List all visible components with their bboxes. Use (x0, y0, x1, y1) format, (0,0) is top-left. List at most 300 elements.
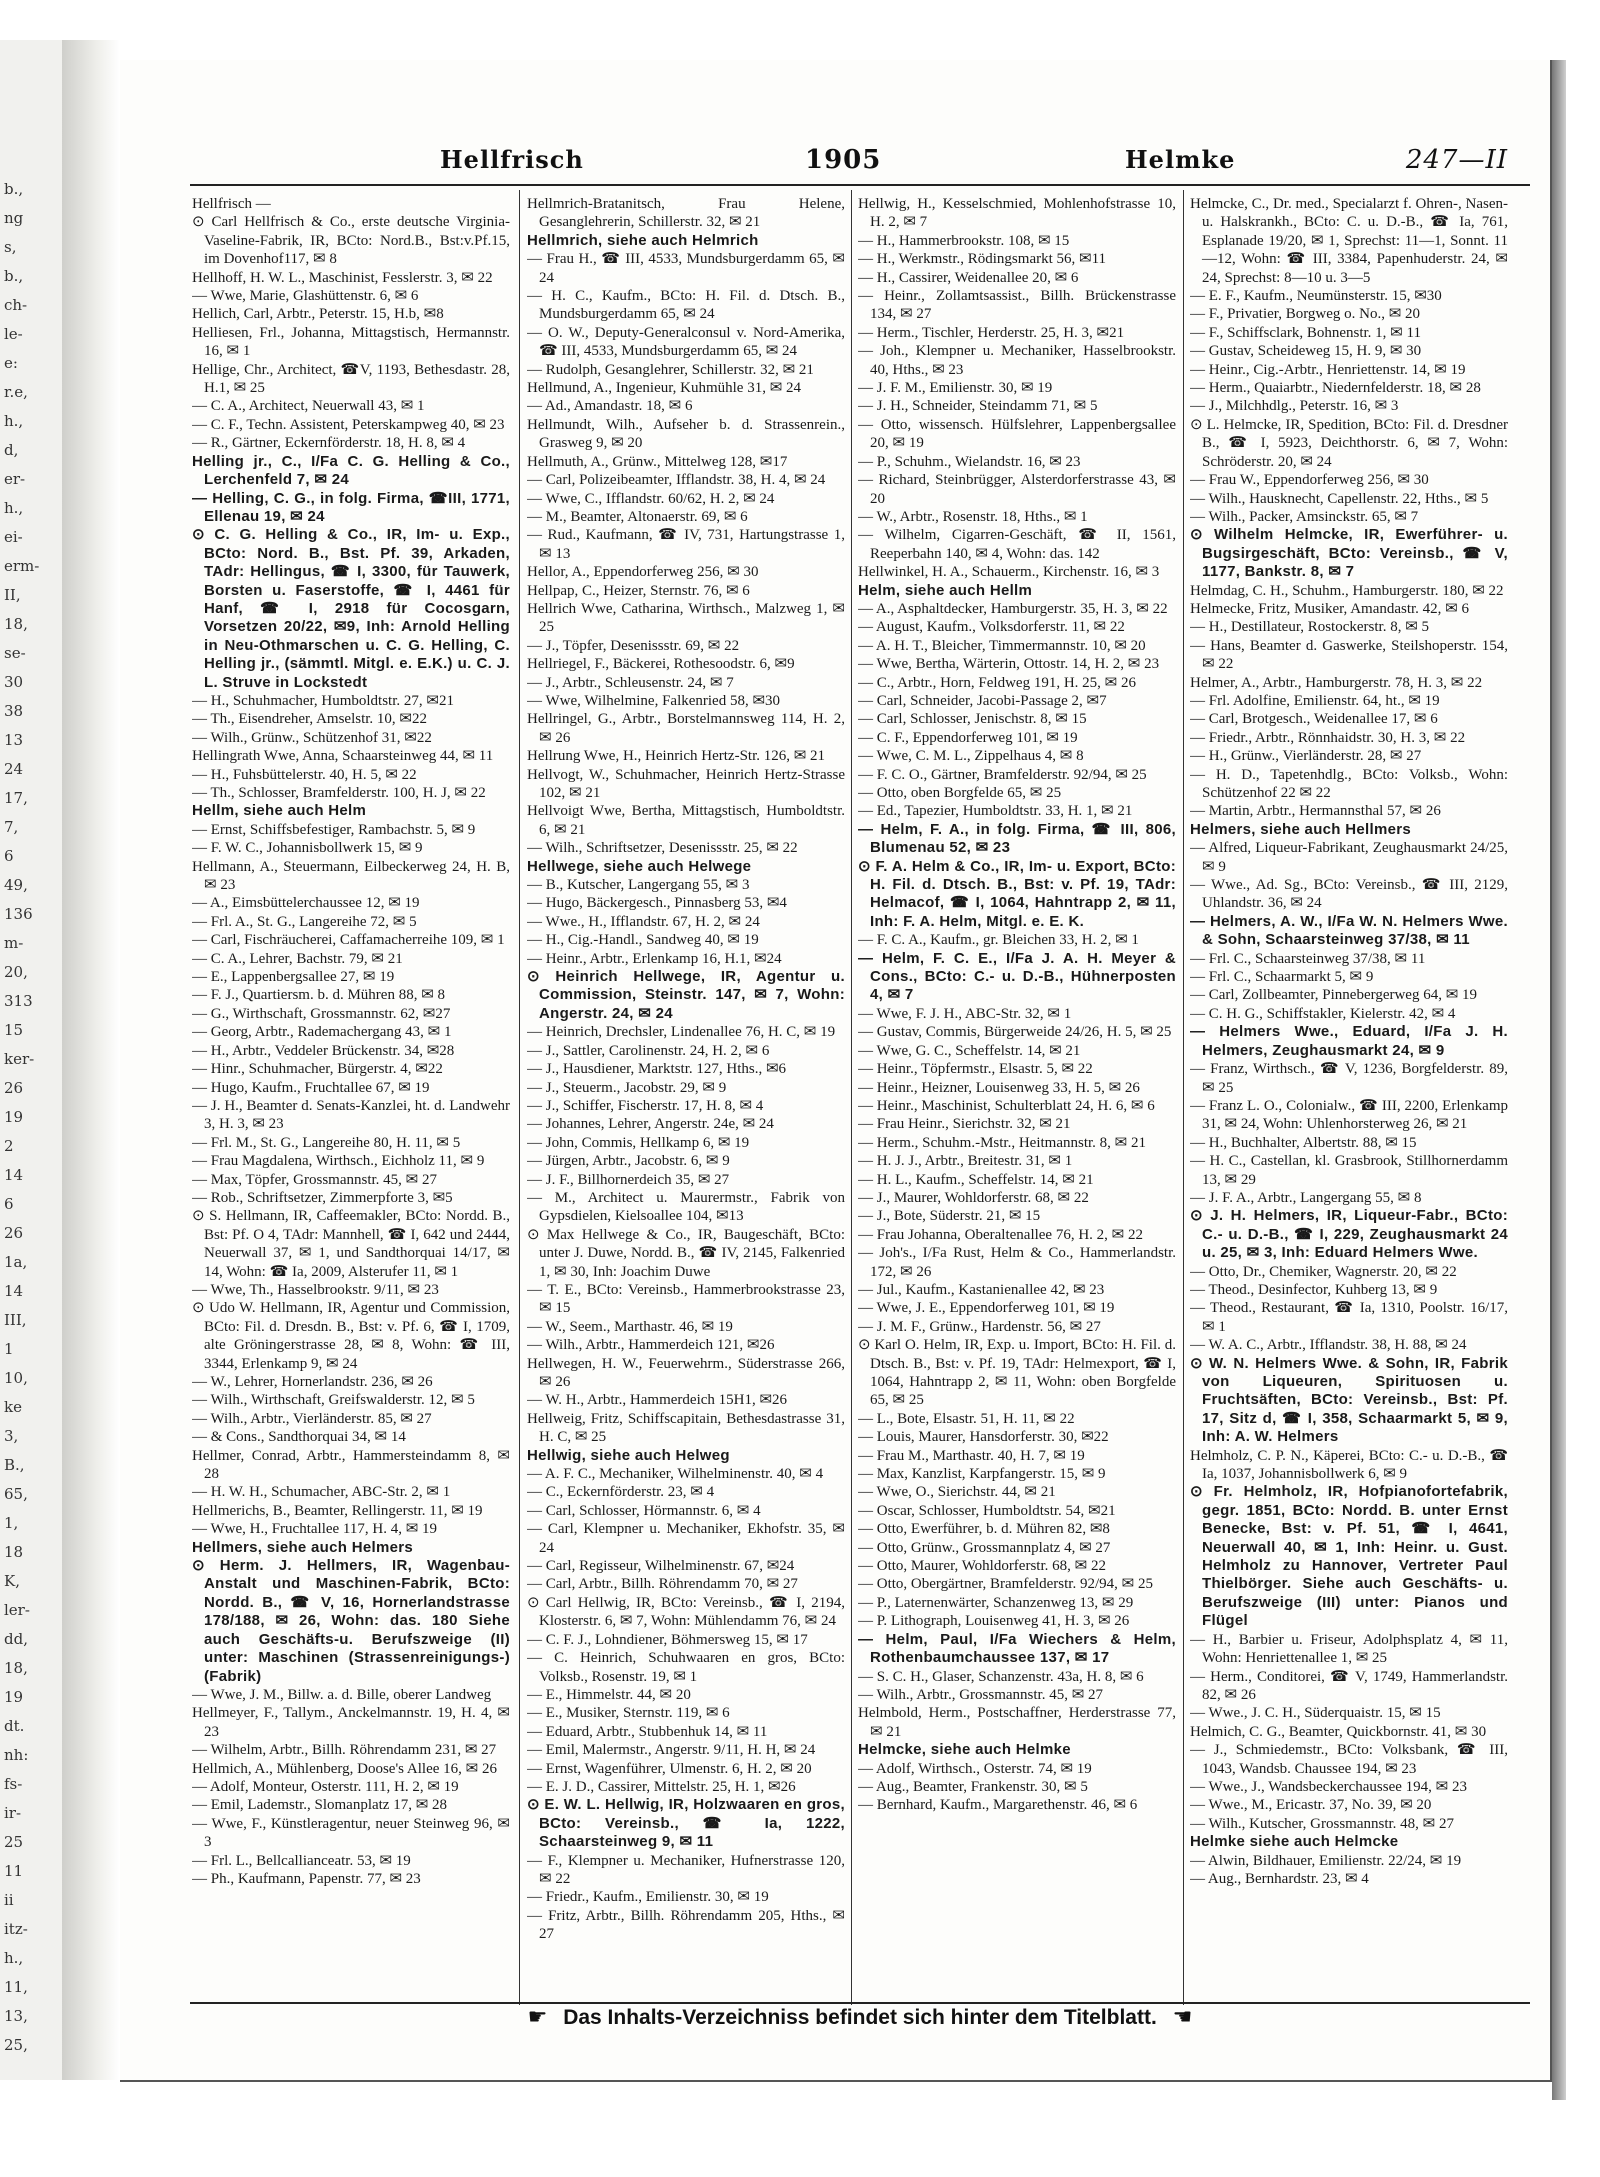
directory-entry: — Wwe, Marie, Glashüttenstr. 6, ✉ 6 (192, 288, 419, 305)
left-page-edge (0, 40, 65, 2080)
directory-entry: ⊙ Max Hellwege & Co., IR, Baugeschäft, BCto: unter J. Duwe, Nordd. B., ☎ IV, 2145, Falkenried 1, ✉ 30, Inh: Joachim Duwe (527, 1226, 845, 1280)
directory-entry: — Helm, F. C. E., I/Fa J. A. H. Meyer & Cons., BCto: C.- u. D.-B., Hühnerposten 4, ✉ 7 (858, 949, 1176, 1004)
directory-entry: — Carl, Schlosser, Hörmannstr. 6, ✉ 4 (527, 1502, 761, 1519)
directory-entry: — H. D., Tapetenhdlg., BCto: Volksb., Wohn: Schützenhof 22 ✉ 22 (1190, 766, 1508, 801)
facing-page-fragment: ir- (4, 1804, 22, 1822)
directory-entry: — Gustav, Scheideweg 15, H. 9, ✉ 30 (1190, 343, 1422, 360)
facing-page-fragment: 25 (4, 1833, 24, 1851)
directory-entry: — Wwe., M., Ericastr. 37, No. 39, ✉ 20 (1190, 1797, 1432, 1814)
directory-entry: — Carl, Schlosser, Jenischstr. 8, ✉ 15 (858, 711, 1087, 728)
facing-page-fragment: 313 (4, 992, 33, 1010)
directory-entry: — R., Gärtner, Eckernförderstr. 18, H. 8, ✉ 4 (192, 435, 466, 452)
facing-page-fragment: 10, (4, 1369, 28, 1387)
directory-entry: — Friedr., Kaufm., Emilienstr. 30, ✉ 19 (527, 1889, 769, 1906)
facing-page-fragment: h., (4, 412, 24, 430)
directory-entry: — Wilh., Arbtr., Grossmannstr. 45, ✉ 27 (858, 1686, 1104, 1703)
directory-entry: — Wilhelm, Cigarren-Geschäft, ☎ II, 1561, Reeperbahn 140, ✉ 4, Wohn: das. 142 (858, 527, 1176, 562)
directory-entry: — J. F. M., Emilienstr. 30, ✉ 19 (858, 380, 1053, 397)
directory-entry: — Wilh., Arbtr., Vierländerstr. 85, ✉ 27 (192, 1410, 432, 1427)
directory-entry: Hellpap, C., Heizer, Sternstr. 76, ✉ 6 (527, 582, 750, 599)
column-3 (858, 195, 1176, 1995)
directory-entry: — Heinr., Heizner, Louisenweg 33, H. 5, ✉ 26 (858, 1079, 1140, 1096)
facing-page-fragment: 13 (4, 731, 24, 749)
facing-page-fragment: h., (4, 499, 24, 517)
directory-entry: Helmcke, C., Dr. med., Specialarzt f. Ohren-, Nasen- u. Halskrankh., BCto: C. u. D.-B., ☎ Ia, 761, Esplanade 19/20, ✉ 1, Sprechst: 11—1, Sonnt. 11—12, Wohn: ☎ III, 3384, Papenhuderstr. 24, ✉ 24, Sprechst: 8—10 u. 3—5 (1190, 196, 1508, 286)
directory-entry: — Carl, Brotgesch., Weidenallee 17, ✉ 6 (1190, 711, 1438, 728)
directory-entry: — Helmers, A. W., I/Fa W. N. Helmers Wwe. & Sohn, Schaarsteinweg 37/38, ✉ 11 (1190, 912, 1508, 949)
column-divider (851, 190, 852, 2005)
directory-entry: — Helmers Wwe., Eduard, I/Fa J. H. Helmers, Zeughausmarkt 24, ✉ 9 (1190, 1023, 1508, 1059)
facing-page-fragment: ch- (4, 296, 28, 314)
directory-entry: Hellwege, siehe auch Helwege (527, 857, 752, 875)
directory-entry: — Helling, C. G., in folg. Firma, ☎III, 1771, Ellenau 19, ✉ 24 (192, 489, 510, 525)
directory-entry: — F. W. C., Johannisbollwerk 15, ✉ 9 (192, 840, 423, 857)
directory-entry: — Bernhard, Kaufm., Margarethenstr. 46, ✉ 6 (858, 1797, 1138, 1814)
directory-entry: — Alfred, Liqueur-Fabrikant, Zeughausmarkt 24/25, ✉ 9 (1190, 840, 1508, 875)
directory-entry: — Hans, Beamter d. Gaswerke, Steilshoperstr. 154, ✉ 22 (1190, 637, 1508, 673)
facing-page-fragment: fs- (4, 1775, 23, 1793)
directory-entry: — Herm., Schuhm.-Mstr., Heitmannstr. 8, ✉ 21 (858, 1134, 1146, 1151)
directory-entry: — Emil, Malermstr., Angerstr. 9/11, H. H, ✉ 24 (527, 1742, 816, 1759)
facing-page-fragment: 2 (4, 1137, 14, 1155)
facing-page-fragment: 11 (4, 1862, 24, 1880)
directory-entry: — Heinr., Zollamtsassist., Billh. Brückenstrasse 134, ✉ 27 (858, 288, 1176, 323)
directory-entry: — Wilh., Grünw., Schützenhof 31, ✉22 (192, 729, 432, 746)
directory-entry: — A., Asphaltdecker, Hamburgerstr. 35, H. 3, ✉ 22 (858, 600, 1168, 617)
facing-page-fragment: 24 (4, 760, 24, 778)
directory-entry: — Emil, Lademstr., Slomanplatz 17, ✉ 28 (192, 1797, 448, 1814)
facing-page-fragment: 38 (4, 702, 24, 720)
directory-entry: — Wwe., J. C. H., Süderquaistr. 15, ✉ 15 (1190, 1705, 1441, 1722)
directory-entry: — Jürgen, Arbtr., Jacobstr. 6, ✉ 9 (527, 1153, 730, 1170)
facing-page-fragment: 17, (4, 789, 28, 807)
directory-entry: Helling jr., C., I/Fa C. G. Helling & Co., Lerchenfeld 7, ✉ 24 (192, 452, 510, 489)
directory-entry: — Wwe, H., Fruchtallee 117, H. 4, ✉ 19 (192, 1521, 438, 1538)
directory-entry: — Hugo, Bäckergesch., Pinnasberg 53, ✉4 (527, 895, 787, 912)
facing-page-fragment: 6 (4, 1195, 14, 1213)
directory-entry: — H., Buchhalter, Albertstr. 88, ✉ 15 (1190, 1134, 1417, 1151)
directory-entry: — H., Fuhsbüttelerstr. 40, H. 5, ✉ 22 (192, 766, 417, 783)
directory-entry: — Rud., Kaufmann, ☎ IV, 731, Hartungstrasse 1, ✉ 13 (527, 527, 845, 562)
header-first-entry: Hellfrisch (440, 145, 584, 174)
footer-text: Das Inhalts-Verzeichniss befindet sich hinter dem Titelblatt. (563, 2006, 1157, 2029)
directory-entry: — J., Töpfer, Desenissstr. 69, ✉ 22 (527, 637, 740, 654)
directory-entry: — W. A. C., Arbtr., Ifflandstr. 38, H. 88, ✉ 24 (1190, 1337, 1467, 1354)
directory-entry: — Wwe, C., Ifflandstr. 60/62, H. 2, ✉ 24 (527, 490, 775, 507)
header-last-entry: Helmke (1125, 145, 1236, 174)
directory-entry: — Franz, Wirthsch., ☎ V, 1236, Borgfelderstr. 89, ✉ 25 (1190, 1061, 1508, 1096)
directory-entry: — Franz L. O., Colonialw., ☎ III, 2200, Erlenkamp 31, ✉ 24, Wohn: Uhlenhorsterweg 26, ✉ 21 (1190, 1097, 1508, 1133)
facing-page-fragment: B., (4, 1456, 25, 1474)
column-2 (527, 195, 845, 1995)
facing-page-fragment: 65, (4, 1485, 28, 1503)
directory-entry: — H. J. J., Arbtr., Breitestr. 31, ✉ 1 (858, 1153, 1073, 1170)
directory-entry: — Aug., Beamter, Frankenstr. 30, ✉ 5 (858, 1778, 1088, 1795)
directory-entry: — Gustav, Commis, Bürgerweide 24/26, H. 5, ✉ 25 (858, 1024, 1172, 1041)
column-4 (1190, 195, 1508, 1995)
pointing-hand-right-icon: ☛ (527, 2005, 548, 2030)
directory-entry: — W., Arbtr., Rosenstr. 18, Hths., ✉ 1 (858, 508, 1088, 525)
facing-page-fragment: ng (4, 209, 24, 227)
directory-entry: ⊙ F. A. Helm & Co., IR, Im- u. Export, BCto: H. Fil. d. Dtsch. B., Bst: v. Pf. 19, TAdr: Helmacof, ☎ I, 1064, Hahntrapp 2, ✉ 11, Inh: F. A. Helm, Mitgl. e. E. K. (858, 857, 1176, 930)
directory-entry: ⊙ E. W. L. Hellwig, IR, Holzwaaren en gros, BCto: Vereinsb., ☎ Ia, 1222, Schaarsteinweg 9, ✉ 11 (527, 1796, 845, 1851)
directory-entry: — Frau Magdalena, Wirthsch., Eichholz 11, ✉ 9 (192, 1153, 485, 1170)
directory-entry: — S. C. H., Glaser, Schanzenstr. 43a, H. 8, ✉ 6 (858, 1668, 1144, 1685)
directory-entry: Helm, siehe auch Hellm (858, 581, 1033, 599)
directory-entry: — Wilhelm, Arbtr., Billh. Röhrendamm 231, ✉ 27 (192, 1742, 497, 1759)
facing-page-fragment: K, (4, 1572, 20, 1590)
directory-entry: — W., Seem., Marthastr. 46, ✉ 19 (527, 1318, 733, 1335)
facing-page-fragment: r.e, (4, 383, 28, 401)
facing-page-fragment: d, (4, 441, 19, 459)
header-rule (190, 184, 1530, 186)
directory-entry: — H. L., Kaufm., Scheffelstr. 14, ✉ 21 (858, 1171, 1094, 1188)
directory-entry: — W. H., Arbtr., Hammerdeich 15H1, ✉26 (527, 1392, 788, 1409)
directory-entry: — Frl. A., St. G., Langereihe 72, ✉ 5 (192, 913, 417, 930)
facing-page-fragment: se- (4, 644, 26, 662)
directory-entry: — Theod., Desinfector, Kuhberg 13, ✉ 9 (1190, 1281, 1438, 1298)
directory-entry: — Heinr., Arbtr., Erlenkamp 16, H.1, ✉24 (527, 950, 782, 967)
directory-entry: — Wilh., Schriftsetzer, Desenissstr. 25, ✉ 22 (527, 840, 798, 857)
directory-entry: Hellmund, A., Ingenieur, Kuhmühle 31, ✉ 24 (527, 380, 802, 397)
directory-entry: — Frl. C., Schaarsteinweg 37/38, ✉ 11 (1190, 950, 1426, 967)
facing-page-fragment: II, (4, 586, 21, 604)
directory-entry: — H. W. H., Schumacher, ABC-Str. 2, ✉ 1 (192, 1484, 451, 1501)
facing-page-fragment: 26 (4, 1079, 24, 1097)
directory-entry: — Otto, wissensch. Hülfslehrer, Lappenbergsallee 20, ✉ 19 (858, 416, 1176, 452)
directory-entry: Helmecke, Fritz, Musiker, Amandastr. 42, ✉ 6 (1190, 600, 1470, 617)
directory-entry: — Heinr., Töpfermstr., Elsastr. 5, ✉ 22 (858, 1061, 1093, 1078)
facing-page-fragment: erm- (4, 557, 40, 575)
directory-entry: — P., Laternenwärter, Schanzenweg 13, ✉ 29 (858, 1594, 1134, 1611)
directory-entry: Hellwig, siehe auch Helweg (527, 1446, 730, 1464)
directory-entry: — P. Lithograph, Louisenweg 41, H. 3, ✉ 26 (858, 1613, 1130, 1630)
directory-entry: Hellhoff, H. W. L., Maschinist, Fesslerstr. 3, ✉ 22 (192, 269, 493, 286)
directory-entry: Hellm, siehe auch Helm (192, 802, 367, 820)
directory-entry: — A. F. C., Mechaniker, Wilhelminenstr. 40, ✉ 4 (527, 1466, 824, 1483)
directory-entry: ⊙ W. N. Helmers Wwe. & Sohn, IR, Fabrik von Liqueuren, Spirituosen u. Fruchtsäften, BCto: Vereinsb., Bst: Pf. 17, Sitz d, ☎ I, 358, Schaarmarkt 5, ✉ 9, Inh: A. W. Helmers (1190, 1354, 1508, 1446)
directory-entry: — Heinr., Cig.-Arbtr., Henriettenstr. 14, ✉ 19 (1190, 361, 1466, 378)
directory-entry: — Johannes, Lehrer, Angerstr. 24e, ✉ 24 (527, 1116, 774, 1133)
directory-entry: Helmers, siehe auch Hellmers (1190, 820, 1412, 838)
directory-entry: — Frau M., Marthastr. 40, H. 7, ✉ 19 (858, 1447, 1085, 1464)
directory-entry: — Wilh., Hausknecht, Capellenstr. 22, Hths., ✉ 5 (1190, 490, 1489, 507)
directory-entry: — Otto, Grünw., Grossmannplatz 4, ✉ 27 (858, 1539, 1111, 1556)
facing-page-fragment: m- (4, 934, 24, 952)
directory-entry: — Frau H., ☎ III, 4533, Mundsburgerdamm 65, ✉ 24 (527, 251, 845, 286)
directory-entry: Helmcke, siehe auch Helmke (858, 1741, 1071, 1759)
directory-entry: — Frau Heinr., Sierichstr. 32, ✉ 21 (858, 1116, 1071, 1133)
facing-page-fragment: ke (4, 1398, 22, 1416)
pointing-hand-left-icon: ☚ (1172, 2005, 1193, 2030)
column-divider (1183, 190, 1184, 2005)
directory-entry: — E. F., Kaufm., Neumünsterstr. 15, ✉30 (1190, 288, 1442, 305)
directory-entry: — Wwe, F., Künstleragentur, neuer Steinweg 96, ✉ 3 (192, 1815, 510, 1851)
directory-entry: — E., Musiker, Sternstr. 119, ✉ 6 (527, 1705, 730, 1722)
column-1 (192, 195, 510, 1995)
facing-page-fragment: e: (4, 354, 18, 372)
directory-entry: — Th., Eisendreher, Amselstr. 10, ✉22 (192, 711, 427, 728)
facing-page-fragment: 26 (4, 1224, 24, 1242)
directory-entry: — J., Milchhdlg., Peterstr. 16, ✉ 3 (1190, 398, 1399, 415)
directory-entry: Helmbold, Herm., Postschaffner, Herderstrasse 77, ✉ 21 (858, 1705, 1176, 1740)
directory-entry: — F., Klempner u. Mechaniker, Hufnerstrasse 120, ✉ 22 (527, 1852, 845, 1887)
directory-entry: ⊙ Heinrich Hellwege, IR, Agentur u. Commission, Steinstr. 147, ✉ 7, Wohn: Angerstr. 24, ✉ 24 (527, 968, 845, 1022)
directory-entry: — C. F., Techn. Assistent, Peterskampweg 40, ✉ 23 (192, 416, 505, 433)
directory-entry: — Carl, Arbtr., Billh. Röhrendamm 70, ✉ 27 (527, 1576, 798, 1593)
directory-entry: — Wwe, Th., Hasselbrookstr. 9/11, ✉ 23 (192, 1281, 439, 1298)
facing-page-fragment: 25, (4, 2036, 28, 2054)
directory-entry: — M., Beamter, Altonaerstr. 69, ✉ 6 (527, 508, 748, 525)
directory-entry: — H., Schuhmacher, Humboldtstr. 27, ✉21 (192, 692, 454, 709)
facing-page-fragment: b., (4, 267, 24, 285)
directory-entry: — Heinr., Maschinist, Schulterblatt 24, H. 6, ✉ 6 (858, 1097, 1155, 1114)
directory-entry: Hellor, A., Eppendorferweg 256, ✉ 30 (527, 564, 759, 581)
directory-entry: — Helm, F. A., in folg. Firma, ☎ III, 806, Blumenau 52, ✉ 23 (858, 820, 1176, 857)
directory-entry: Hellrich Wwe, Catharina, Wirthsch., Malzweg 1, ✉ 25 (527, 600, 845, 636)
directory-entry: — Jul., Kaufm., Kastanienallee 42, ✉ 23 (858, 1281, 1105, 1298)
directory-entry: Helliesen, Frl., Johanna, Mittagstisch, Hermannstr. 16, ✉ 1 (192, 324, 510, 360)
directory-entry: — & Cons., Sandthorquai 34, ✉ 14 (192, 1429, 406, 1446)
directory-entry: — C. A., Lehrer, Bachstr. 79, ✉ 21 (192, 950, 403, 967)
directory-entry: — Wwe, C. M. L., Zippelhaus 4, ✉ 8 (858, 748, 1084, 765)
directory-entry: — Otto, Obergärtner, Bramfelderstr. 92/94, ✉ 25 (858, 1576, 1153, 1593)
directory-entry: — Otto, oben Borgfelde 65, ✉ 25 (858, 785, 1062, 801)
directory-entry: — Wwe, Bertha, Wärterin, Ottostr. 14, H. 2, ✉ 23 (858, 656, 1160, 673)
directory-entry: — Wwe, J. E., Eppendorferweg 101, ✉ 19 (858, 1300, 1115, 1317)
facing-page-fragment: 6 (4, 847, 14, 865)
directory-entry: — Ernst, Wagenführer, Ulmenstr. 6, H. 2, ✉ 20 (527, 1760, 812, 1777)
directory-entry: ⊙ J. H. Helmers, IR, Liqueur-Fabr., BCto: C.- u. D.-B., ☎ I, 229, Zeughausmarkt 24 u. 25, ✉ 3, Inh: Eduard Helmers Wwe. (1190, 1207, 1508, 1262)
directory-entry: — J., Hausdiener, Marktstr. 127, Hths., ✉6 (527, 1061, 787, 1078)
directory-entry: Hellmer, Conrad, Arbtr., Hammersteindamm 8, ✉ 28 (192, 1447, 510, 1483)
page-number: 247—II (1405, 145, 1508, 175)
facing-page-fragment: nh: (4, 1746, 29, 1764)
directory-entry: Helmke siehe auch Helmcke (1190, 1833, 1399, 1851)
directory-entry: — Wwe, J. M., Billw. a. d. Bille, oberer Landweg (192, 1686, 492, 1703)
directory-entry: Hellmrich, siehe auch Helmrich (527, 231, 759, 249)
directory-entry: — H., Cig.-Handl., Sandweg 40, ✉ 19 (527, 932, 759, 949)
facing-page-fragment: 15 (4, 1021, 24, 1039)
directory-entry: Helmich, C. G., Beamter, Quickbornstr. 41, ✉ 30 (1190, 1723, 1487, 1740)
directory-entry: Hellmann, A., Steuermann, Eilbeckerweg 24, H. B, ✉ 23 (192, 858, 510, 894)
facing-page-fragment: ii (4, 1891, 14, 1909)
directory-entry: — Frl. C., Schaarmarkt 5, ✉ 9 (1190, 969, 1374, 986)
directory-entry: — C. F. J., Lohndiener, Böhmersweg 15, ✉ 17 (527, 1631, 808, 1648)
facing-page-fragment: ler- (4, 1601, 30, 1619)
facing-page-fragment: 19 (4, 1108, 24, 1126)
directory-entry: — H., Grünw., Vierländerstr. 28, ✉ 27 (1190, 748, 1422, 765)
directory-entry: — Adolf, Wirthsch., Osterstr. 74, ✉ 19 (858, 1760, 1092, 1777)
directory-entry: — Joh's., I/Fa Rust, Helm & Co., Hammerlandstr. 172, ✉ 26 (858, 1245, 1176, 1280)
running-header (190, 145, 1530, 185)
facing-page-fragment: 14 (4, 1166, 24, 1184)
header-year: 1905 (805, 145, 882, 175)
directory-entry: — J. H., Schneider, Steindamm 71, ✉ 5 (858, 398, 1098, 415)
directory-entry: — C. H. G., Schiffstakler, Kielerstr. 42, ✉ 4 (1190, 1005, 1456, 1022)
directory-entry: — Oscar, Schlosser, Humboldtstr. 54, ✉21 (858, 1502, 1116, 1519)
directory-entry: Helmer, A., Arbtr., Hamburgerstr. 78, H. 3, ✉ 22 (1190, 674, 1483, 691)
directory-entry: — C., Eckernförderstr. 23, ✉ 4 (527, 1484, 715, 1501)
directory-entry: — Wilh., Wirthschaft, Greifswalderstr. 12, ✉ 5 (192, 1392, 475, 1409)
directory-entry: — Eduard, Arbtr., Stubbenhuk 14, ✉ 11 (527, 1723, 768, 1740)
directory-entry: — Ph., Kaufmann, Papenstr. 77, ✉ 23 (192, 1870, 421, 1887)
facing-page-fragment: 1 (4, 1340, 14, 1358)
directory-entry: ⊙ Herm. J. Hellmers, IR, Wagenbau-Anstalt und Maschinen-Fabrik, BCto: Nordd. B., ☎ V, 16, Hornerlandstrasse 178/188, ✉ 26, Wohn: das. 180 Siehe auch Geschäfts-u. Berufszweige (II) unter: Maschinen (Strassenreinigungs-) (Fabrik) (192, 1557, 510, 1685)
directory-entry: — P., Schuhm., Wielandstr. 16, ✉ 23 (858, 453, 1081, 470)
directory-entry: Hellmrich-Bratanitsch, Frau Helene, Gesanglehrerin, Schillerstr. 32, ✉ 21 (527, 196, 845, 231)
facing-page-fragment: 49, (4, 876, 28, 894)
directory-entry: — Rob., Schriftsetzer, Zimmerpforte 3, ✉5 (192, 1189, 453, 1206)
directory-entry: — Herm., Conditorei, ☎ V, 1749, Hammerlandstr. 82, ✉ 26 (1190, 1668, 1508, 1703)
directory-entry: — Carl, Fischräucherei, Caffamacherreihe 109, ✉ 1 (192, 932, 505, 949)
directory-entry: Hellingrath Wwe, Anna, Schaarsteinweg 44, ✉ 11 (192, 748, 494, 765)
directory-entry: Hellwinkel, H. A., Schauerm., Kirchenstr. 16, ✉ 3 (858, 564, 1160, 581)
facing-page-fragment: 1a, (4, 1253, 28, 1271)
directory-entry: ⊙ S. Hellmann, IR, Caffeemakler, BCto: Nordd. B., Bst: Pf. O 4, TAdr: Mannhell, ☎ I, 642 und 2444, Neuerwall 37, ✉ 1, und Sandthorquai 14/17, ✉ 14, Wohn: ☎ Ia, 2009, Alsterufer 11, ✉ 1 (192, 1208, 510, 1280)
directory-entry: — B., Kutscher, Langergang 55, ✉ 3 (527, 877, 750, 894)
directory-entry: — F. J., Quartiersm. b. d. Mühren 88, ✉ 8 (192, 987, 446, 1004)
directory-entry: — C., Arbtr., Horn, Feldweg 191, H. 25, ✉ 26 (858, 674, 1136, 691)
directory-entry: Hellmich, A., Mühlenberg, Doose's Allee 16, ✉ 26 (192, 1760, 497, 1777)
directory-entry: — J., Schiffer, Fischerstr. 17, H. 8, ✉ 4 (527, 1097, 764, 1114)
directory-entry: — J., Schmiedemstr., BCto: Volksbank, ☎ III, 1043, Wandsb. Chaussee 194, ✉ 23 (1190, 1742, 1508, 1777)
directory-entry: Hellmuth, A., Grünw., Mittelweg 128, ✉17 (527, 453, 788, 470)
directory-entry: — C. F., Eppendorferweg 101, ✉ 19 (858, 729, 1078, 746)
directory-entry: — Otto, Maurer, Wohldorferstr. 68, ✉ 22 (858, 1558, 1106, 1575)
directory-entry: — Herm., Tischler, Herderstr. 25, H. 3, ✉21 (858, 324, 1125, 341)
directory-entry: — F., Privatier, Borgweg o. No., ✉ 20 (1190, 306, 1421, 323)
directory-entry: — J., Steuerm., Jacobstr. 29, ✉ 9 (527, 1079, 727, 1096)
directory-entry: — J., Arbtr., Schleusenstr. 24, ✉ 7 (527, 674, 734, 691)
directory-entry: Hellmerichs, B., Beamter, Rellingerstr. 11, ✉ 19 (192, 1502, 483, 1519)
directory-entry: Hellwig, H., Kesselschmied, Mohlenhofstrasse 10, H. 2, ✉ 7 (858, 196, 1176, 231)
book-spine-shadow (62, 40, 120, 2080)
directory-entry: — Louis, Maurer, Hansdorferstr. 30, ✉22 (858, 1429, 1109, 1446)
directory-entry: — Frl. M., St. G., Langereihe 80, H. 11, ✉ 5 (192, 1134, 461, 1151)
directory-entry: — H. C., Kaufm., BCto: H. Fil. d. Dtsch. B., Mundsburgerdamm 65, ✉ 24 (527, 288, 845, 323)
directory-entry: Hellvogt, W., Schuhmacher, Heinrich Hertz-Strasse 102, ✉ 21 (527, 766, 845, 801)
directory-entry: — Georg, Arbtr., Rademachergang 43, ✉ 1 (192, 1024, 452, 1041)
directory-entry: — H., Destillateur, Rostockerstr. 8, ✉ 5 (1190, 619, 1430, 636)
facing-page-fragment: 3, (4, 1427, 19, 1445)
directory-entry: — Joh., Klempner u. Mechaniker, Hasselbrookstr. 40, Hths., ✉ 23 (858, 343, 1176, 378)
directory-entry: ⊙ C. G. Helling & Co., IR, Im- u. Exp., BCto: Nord. B., Bst. Pf. 39, Arkaden, TAdr: Hellingus, ☎ I, 3300, für Tauwerk, Borsten u. Faserstoffe, ☎ I, 4461 für Hanf, ☎ I, 2918 für Cocosgarn, Vorsetzen 20/22, ✉9, Inh: Arnold Helling in Neu-Othmarschen u. C. G. Helling, C. Helling jr., (sämmtl. Mitgl. e. E.K.) u. C. J. L. Struve in Lockstedt (192, 526, 510, 691)
page-edge-shadow (1552, 60, 1566, 2100)
directory-entry: — O. W., Deputy-Generalconsul v. Nord-Amerika, ☎ III, 4533, Mundsburgerdamm 65, ✉ 24 (527, 324, 845, 360)
directory-entry: — Wwe, Wilhelmine, Falkenried 58, ✉30 (527, 692, 781, 709)
directory-entry: — J., Sattler, Carolinenstr. 24, H. 2, ✉ 6 (527, 1042, 770, 1059)
directory-entry: — Hinr., Schuhmacher, Bürgerstr. 4, ✉22 (192, 1061, 443, 1078)
directory-entry: — A. H. T., Bleicher, Timmermannstr. 10, ✉ 20 (858, 637, 1146, 654)
directory-entry: — Carl, Regisseur, Wilhelminenstr. 67, ✉24 (527, 1558, 795, 1575)
directory-entry: — Wwe, G. C., Scheffelstr. 14, ✉ 21 (858, 1042, 1081, 1059)
directory-entry: Hellvoigt Wwe, Bertha, Mittagstisch, Humboldtstr. 6, ✉ 21 (527, 803, 845, 838)
directory-entry: — Carl, Polizeibeamter, Ifflandstr. 38, H. 4, ✉ 24 (527, 472, 826, 489)
directory-entry: — August, Kaufm., Volksdorferstr. 11, ✉ 22 (858, 619, 1125, 636)
directory-entry: — Ed., Tapezier, Humboldtstr. 33, H. 1, ✉ 21 (858, 803, 1133, 820)
directory-entry: — C. Heinrich, Schuhwaaren en gros, BCto: Volksb., Rosenstr. 19, ✉ 1 (527, 1650, 845, 1685)
directory-entry: — H., Hammerbrookstr. 108, ✉ 15 (858, 232, 1070, 249)
facing-page-fragment: b., (4, 180, 24, 198)
directory-entry: Hellmundt, Wilh., Aufseher b. d. Strassenrein., Grasweg 9, ✉ 20 (527, 416, 845, 452)
footer-note (190, 2005, 1530, 2041)
directory-entry: — Ernst, Schiffsbefestiger, Rambachstr. 5, ✉ 9 (192, 821, 476, 838)
directory-entry: — J., Maurer, Wohldorferstr. 68, ✉ 22 (858, 1189, 1089, 1206)
directory-entry: Hellich, Carl, Arbtr., Peterstr. 15, H.b, ✉8 (192, 306, 444, 323)
directory-entry: — Frau Johanna, Oberaltenallee 76, H. 2, ✉ 22 (858, 1226, 1143, 1243)
directory-entry: ⊙ Wilhelm Helmcke, IR, Ewerführer- u. Bugsirgeschäft, BCto: Vereinsb., ☎ V, 1177, Bankstr. 8, ✉ 7 (1190, 526, 1508, 581)
directory-entry: — Heinrich, Drechsler, Lindenallee 76, H. C, ✉ 19 (527, 1024, 836, 1041)
directory-entry: — J., Bote, Süderstr. 21, ✉ 15 (858, 1208, 1041, 1225)
directory-entry: — John, Commis, Hellkamp 6, ✉ 19 (527, 1134, 750, 1151)
directory-entry: — J. F., Billhornerdeich 35, ✉ 27 (527, 1171, 730, 1188)
directory-entry: ⊙ Udo W. Hellmann, IR, Agentur und Commission, BCto: Fil. d. Dresdn. B., Bst: v. Pf. 6, ☎ I, 1709, alte Gröningerstrasse 28, ✉ 8, Wohn: ☎ III, 3344, Erlenkamp 9, ✉ 24 (192, 1300, 510, 1372)
directory-entry: — Carl, Zollbeamter, Pinnebergerweg 64, ✉ 19 (1190, 987, 1478, 1004)
directory-entry: — Helm, Paul, I/Fa Wiechers & Helm, Rothenbaumchaussee 137, ✉ 17 (858, 1630, 1176, 1667)
directory-entry: — H., Barbier u. Friseur, Adolphsplatz 4, ✉ 11, Wohn: Henriettenallee 1, ✉ 25 (1190, 1631, 1508, 1667)
directory-entry: Hellweig, Fritz, Schiffscapitain, Bethesdastrasse 31, H. C, ✉ 25 (527, 1410, 845, 1446)
column-divider (519, 190, 520, 2005)
directory-entry: — Aug., Bernhardstr. 23, ✉ 4 (1190, 1870, 1369, 1887)
facing-page-fragment: le- (4, 325, 23, 343)
facing-page-fragment: dt. (4, 1717, 25, 1735)
directory-entry: — H., Cassirer, Weidenallee 20, ✉ 6 (858, 269, 1079, 286)
directory-entry: — A., Eimsbüttelerchaussee 12, ✉ 19 (192, 895, 420, 912)
directory-entry: — Rudolph, Gesanglehrer, Schillerstr. 32, ✉ 21 (527, 361, 814, 378)
directory-entry: — J. M. F., Grünw., Hardenstr. 56, ✉ 27 (858, 1318, 1101, 1335)
directory-entry: — Richard, Steinbrügger, Alsterdorferstrasse 43, ✉ 20 (858, 472, 1176, 507)
directory-entry: Hellmeyer, F., Tallym., Anckelmannstr. 19, H. 4, ✉ 23 (192, 1705, 510, 1740)
directory-entry: — H., Werkmstr., Rödingsmarkt 56, ✉11 (858, 251, 1107, 268)
directory-entry: — Otto, Dr., Chemiker, Wagnerstr. 20, ✉ 22 (1190, 1263, 1457, 1280)
facing-page-fragment: ei- (4, 528, 23, 546)
directory-entry: — Fritz, Arbtr., Billh. Röhrendamm 205, Hths., ✉ 27 (527, 1907, 845, 1943)
facing-page-fragment: 18 (4, 1543, 24, 1561)
directory-entry: — F. C. A., Kaufm., gr. Bleichen 33, H. 2, ✉ 1 (858, 932, 1139, 949)
directory-entry: Hellrung Wwe, H., Heinrich Hertz-Str. 126, ✉ 21 (527, 748, 826, 765)
directory-entry: — Th., Schlosser, Bramfelderstr. 100, H. J, ✉ 22 (192, 785, 486, 801)
facing-page-fragment: 136 (4, 905, 33, 923)
directory-entry: — Wwe., J., Wandsbeckerchaussee 194, ✉ 23 (1190, 1778, 1467, 1795)
directory-entry: — E. J. D., Cassirer, Mittelstr. 25, H. 1, ✉26 (527, 1778, 796, 1795)
directory-entry: — Frau W., Eppendorferweg 256, ✉ 30 (1190, 472, 1429, 489)
directory-entry: — Adolf, Monteur, Osterstr. 111, H. 2, ✉ 19 (192, 1778, 459, 1795)
facing-page-fragment: s, (4, 238, 17, 256)
directory-entry: — Martin, Arbtr., Hermannsthal 57, ✉ 26 (1190, 803, 1441, 820)
directory-entry: — C. A., Architect, Neuerwall 43, ✉ 1 (192, 398, 425, 415)
facing-page-fragment: 7, (4, 818, 19, 836)
directory-entry: ⊙ L. Helmcke, IR, Spedition, BCto: Fil. d. Dresdner B., ☎ I, 5923, Deichthorstr. 6, ✉ 7, Wohn: Schröderstr. 20, ✉ 24 (1190, 416, 1508, 470)
directory-entry: — M., Architect u. Maurermstr., Fabrik von Gypsdielen, Kielsoallee 104, ✉13 (527, 1189, 845, 1225)
directory-entry: — Wwe., Ad. Sg., BCto: Vereinsb., ☎ III, 2129, Uhlandstr. 36, ✉ 24 (1190, 877, 1508, 912)
facing-page-fragment: er- (4, 470, 26, 488)
facing-page-fragment: 30 (4, 673, 24, 691)
directory-entry: — Max, Töpfer, Grossmannstr. 45, ✉ 27 (192, 1171, 438, 1188)
directory-entry: — Carl, Klempner u. Mechaniker, Ekhofstr. 35, ✉ 24 (527, 1521, 845, 1556)
directory-entry: — Ad., Amandastr. 18, ✉ 6 (527, 398, 693, 415)
directory-entry: — Frl. Adolfine, Emilienstr. 64, ht., ✉ 19 (1190, 692, 1440, 709)
directory-entry: ⊙ Fr. Helmholz, IR, Hofpianofortefabrik, gegr. 1851, BCto: Nordd. B. unter Ernst Benecke, Bst: v. Pf. 51, ☎ I, 4641, Neuerwall 40, ✉ 1, Inh: Heinr. u. Gust. Helmholz zu Hannover, Vertreter Paul Thielbörger. Siehe auch Geschäfts- u. Berufszweige (III) unter: Pianos und Flügel (1190, 1483, 1508, 1630)
directory-entry: — J. F. A., Arbtr., Langergang 55, ✉ 8 (1190, 1189, 1422, 1206)
directory-entry: ⊙ Karl O. Helm, IR, Exp. u. Import, BCto: H. Fil. d. Dtsch. B., Bst: v. Pf. 19, TAdr: Helmexport, ☎ I, 1064, Hahntrapp 2, ✉ 11, Wohn: oben Borgfelde 65, ✉ 25 (858, 1337, 1176, 1409)
directory-entry: — Wilh., Packer, Amsinckstr. 65, ✉ 7 (1190, 508, 1419, 525)
directory-entry: — Friedr., Arbtr., Rönnhaidstr. 30, H. 3, ✉ 22 (1190, 729, 1466, 746)
directory-entry: — Wilh., Arbtr., Hammerdeich 121, ✉26 (527, 1337, 775, 1354)
directory-entry: ⊙ Carl Hellwig, IR, BCto: Vereinsb., ☎ I, 2194, Klosterstr. 6, ✉ 7, Wohn: Mühlendamm 76, ✉ 24 (527, 1594, 845, 1630)
facing-page-fragment: 18, (4, 615, 28, 633)
facing-page-fragment: 14 (4, 1282, 24, 1300)
